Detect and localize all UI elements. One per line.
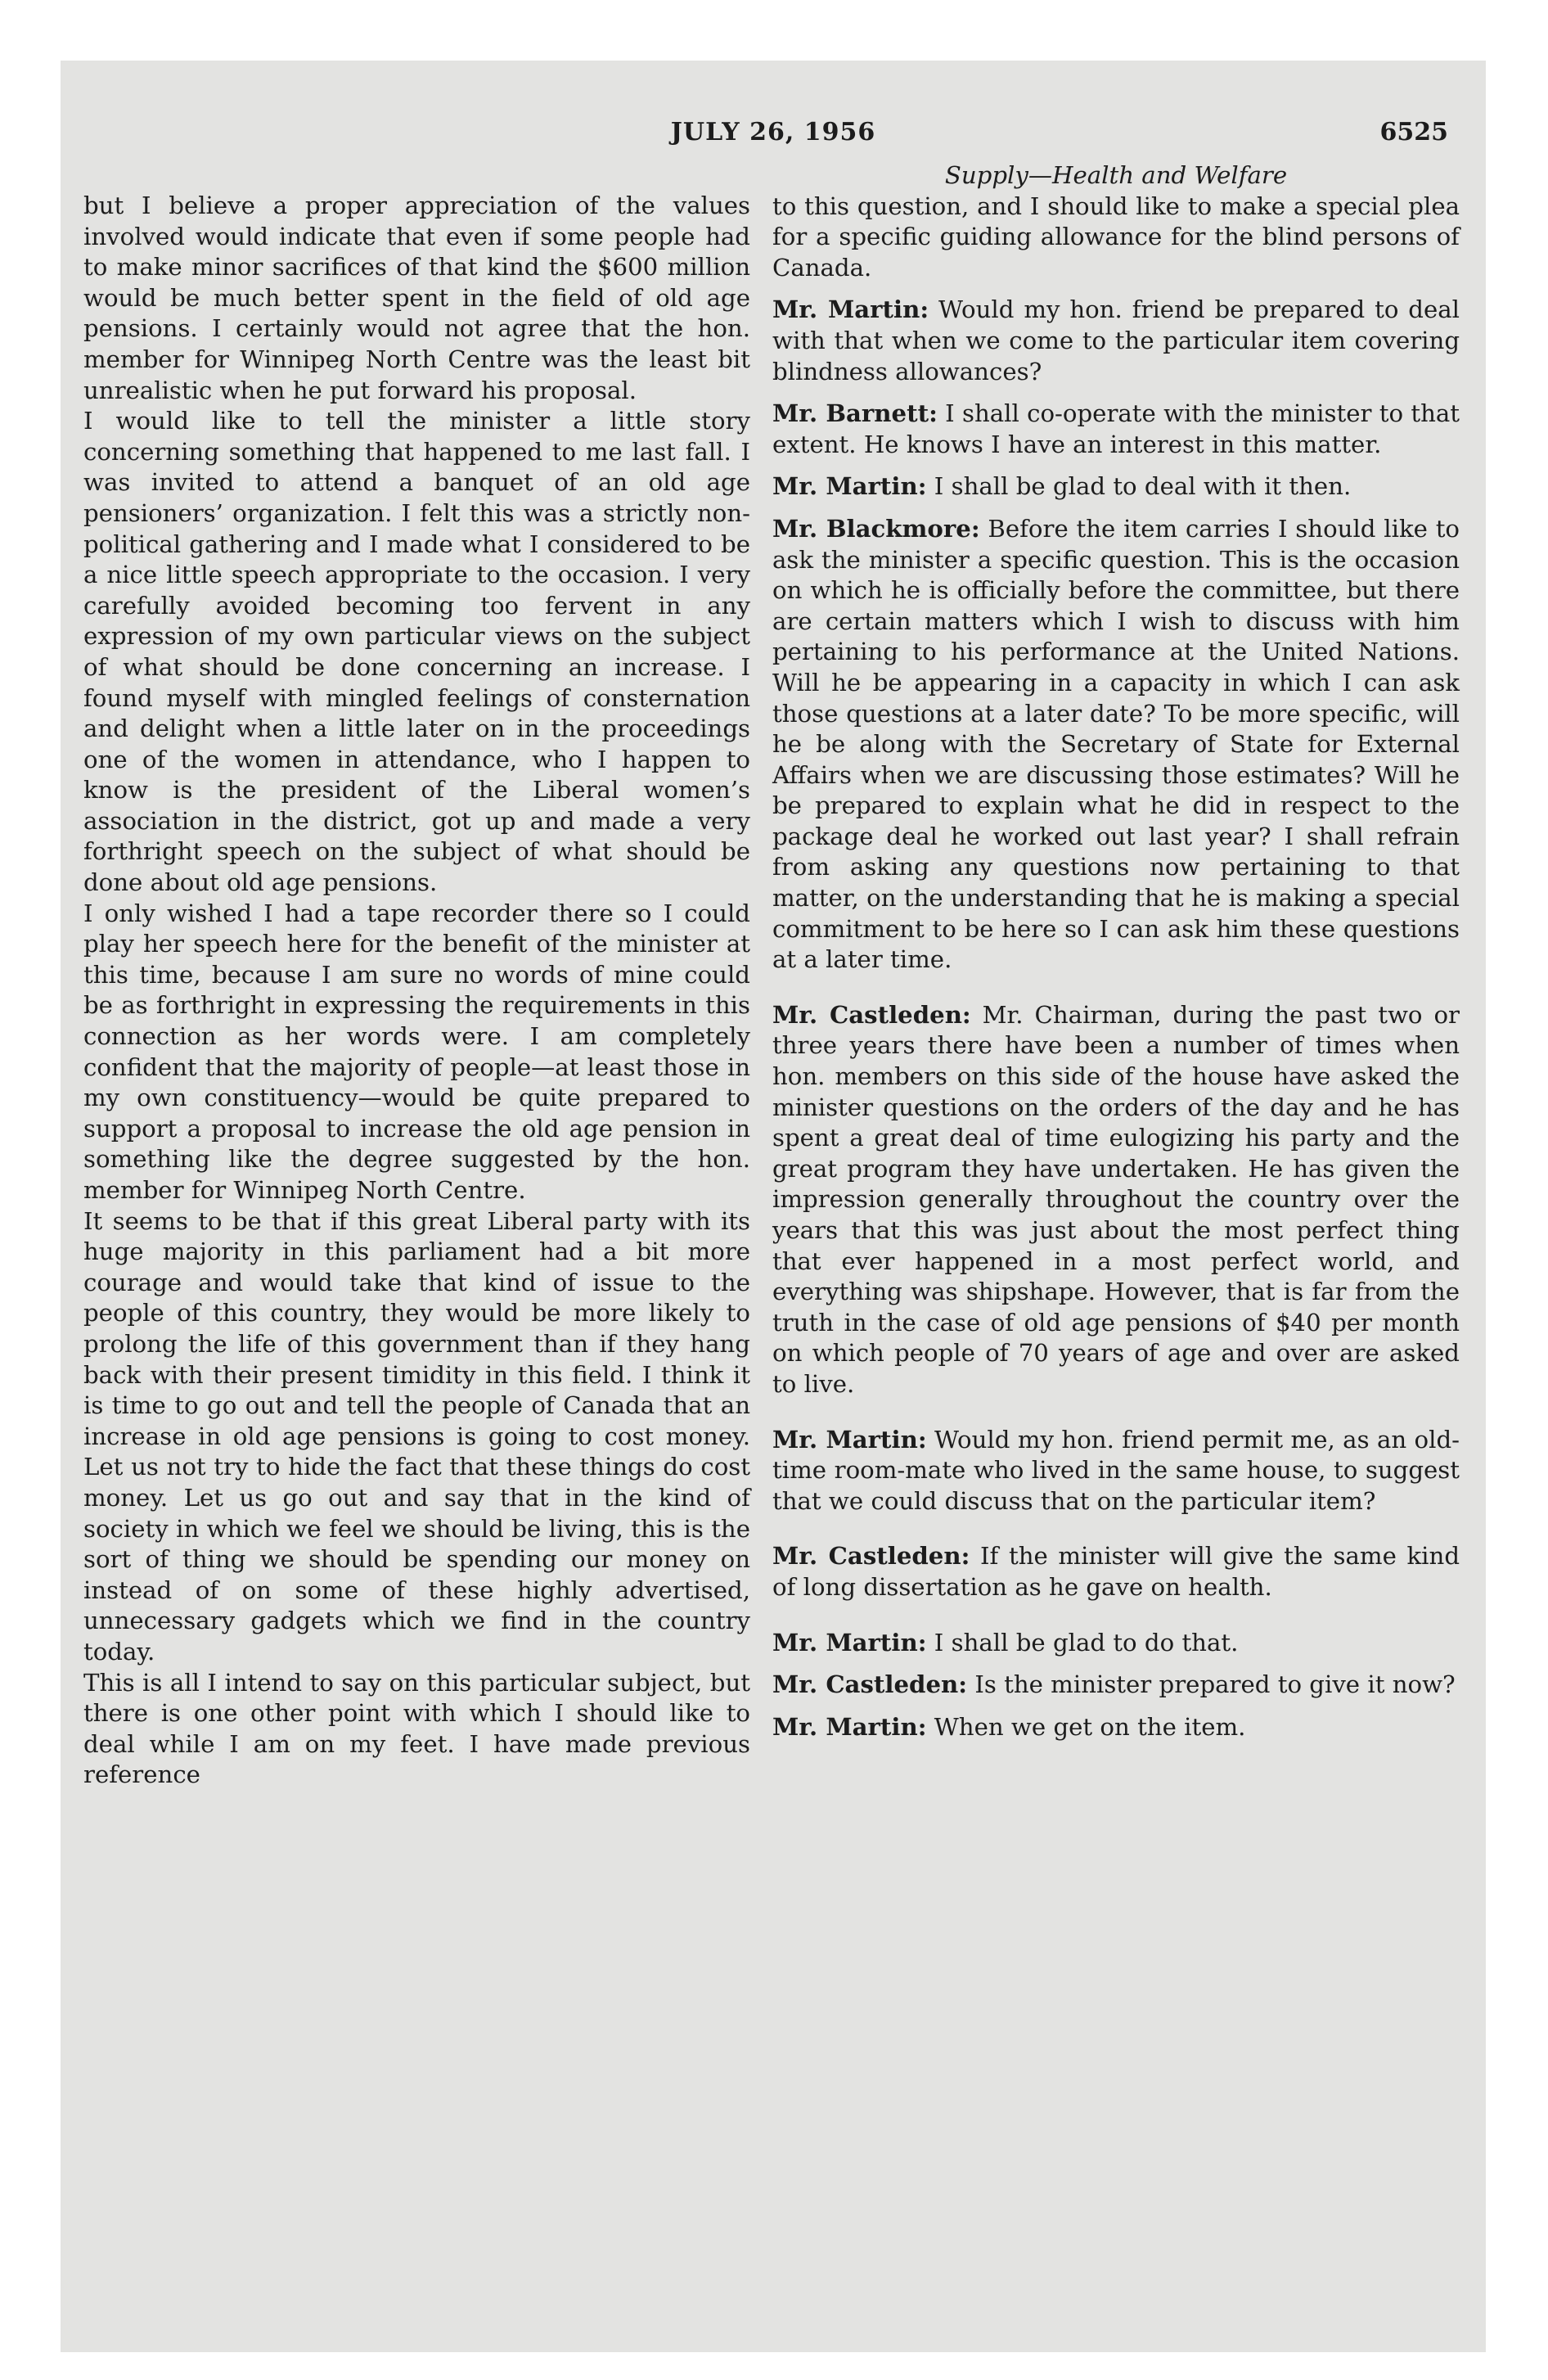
paragraph: I would like to tell the minister a little story concerning something that happened to me last fall. I was invited to attend a banquet of an old age pensioners’ organization. I felt this was a strictly non-political gathering and I made what I considered to be a nice little speech appropriate to the occasion. I very carefully avoided becoming too fervent in any expression of my own particular views on the subject of what should be done concerning an increase. I found myself with mingled feelings of consternation and delight when a little later on in the proceedings one of the women in attendance, who I happen to know is the president of the Liberal women’s association in the district, got up and made a very forthright speech on the subject of what should be done about old age pensions. [83, 407, 750, 897]
speaker-name: Mr. Martin: [772, 472, 927, 501]
speaker-name: Mr. Castleden: [772, 1542, 970, 1571]
speech-text: Would my hon. friend be prepared to deal with that when we come to the particular item covering blindness allowances? [772, 295, 1460, 385]
speech-text: If the minister will give the same kind of long dissertation as he gave on health. [772, 1542, 1460, 1601]
speaker-name: Mr. Martin: [772, 295, 929, 324]
speech [772, 1425, 1460, 1517]
speaker-name: Mr. Barnett: [772, 399, 938, 428]
speech-text: When we get on the item. [934, 1712, 1246, 1741]
speech [772, 1628, 1460, 1659]
speech [772, 295, 1460, 387]
speech-text: I shall be glad to do that. [934, 1628, 1239, 1657]
paragraph: I only wished I had a tape recorder there so I could play her speech here for the benefit of the minister at this time, because I am sure no words of mine could be as forthright in expressing the requirements in this connection as her words were. I am completely confident that the majority of people—at least those in my own constituency—would be quite prepared to support a proposal to increase the old age pension in something like the degree suggested by the hon. member for Winnipeg North Centre. [83, 899, 750, 1204]
speech-text: Would my hon. friend permit me, as an old-time room-mate who lived in the same house, to suggest that we could discuss that on the particular item? [772, 1425, 1460, 1515]
page-number: 6525 [1379, 118, 1448, 146]
speech-text: Is the minister prepared to give it now? [974, 1670, 1456, 1699]
speech [772, 399, 1460, 460]
speech [772, 514, 1460, 976]
speaker-name: Mr. Castleden: [772, 1000, 971, 1029]
speaker-name: Mr. Martin: [772, 1628, 927, 1657]
speech-text: I shall be glad to deal with it then. [934, 472, 1352, 501]
speaker-name: Mr. Castleden: [772, 1670, 968, 1699]
paragraph: to this question, and I should like to make a special plea for a specific guiding allowance for the blind persons of Canada. [772, 192, 1460, 282]
speaker-name: Mr. Martin: [772, 1712, 927, 1741]
paragraph: This is all I intend to say on this particular subject, but there is one other point with which I should like to deal while I am on my feet. I have made previous reference [83, 1668, 750, 1789]
header-date: JULY 26, 1956 [670, 118, 876, 146]
speech-text: Before the item carries I should like to ask the minister a specific question. This is the occasion on which he is officially before the committee, but there are certain matters which I wish to discuss with him pertaining to his performance at the United Nations. Will he be appearing in a capacity in which I can ask those questions at a later date? To be more specific, will he be along with the Secretary of State for External Affairs when we are discussing those estimates? Will he be prepared to explain what he did in respect to the package deal he worked out last year? I shall refrain from asking any questions now pertaining to that matter, on the understanding that he is making a special commitment to be here so I can ask him these questions at a later time. [772, 514, 1460, 974]
document-page [61, 61, 1486, 2352]
speaker-name: Mr. Blackmore: [772, 514, 980, 543]
speaker-name: Mr. Martin: [772, 1425, 927, 1454]
paragraph: but I believe a proper appreciation of the values involved would indicate that even if some people had to make minor sacrifices of that kind the $600 million would be much better spent in the field of old age pensions. I certainly would not agree that the hon. member for Winnipeg North Centre was the least bit unrealistic when he put forward his proposal. [83, 192, 750, 404]
speech [772, 1670, 1460, 1701]
right-column [772, 160, 1460, 1742]
page-header [61, 118, 1486, 151]
speech [772, 1712, 1460, 1743]
paragraph: It seems to be that if this great Liberal party with its huge majority in this parliament had a bit more courage and would take that kind of issue to the people of this country, they would be more likely to prolong the life of this government than if they hang back with their present timidity in this field. I think it is time to go out and tell the people of Canada that an increase in old age pensions is going to cost money. Let us not try to hide the fact that these things do cost money. Let us go out and say that in the kind of society in which we feel we should be living, this is the sort of thing we should be spending our money on instead of on some of these highly advertised, unnecessary gadgets which we find in the country today. [83, 1206, 750, 1666]
speech-text: I shall co-operate with the minister to that extent. He knows I have an interest in this matter. [772, 399, 1460, 458]
speech [772, 471, 1460, 503]
section-heading: Supply—Health and Welfare [944, 161, 1288, 189]
left-column [83, 191, 750, 1791]
speech-text: Mr. Chairman, during the past two or three years there have been a number of times when hon. members on this side of the house have asked the minister questions on the orders of the day and he has spent a great deal of time eulogizing his party and the great program they have undertaken. He has given the impression generally throughout the country over the years that this was just about the most perfect thing that ever happened in a most perfect world, and everything was shipshape. However, that is far from the truth in the case of old age pensions of $40 per month on which people of 70 years of age and over are asked to live. [772, 1000, 1460, 1398]
speech [772, 1000, 1460, 1400]
speech [772, 1541, 1460, 1602]
